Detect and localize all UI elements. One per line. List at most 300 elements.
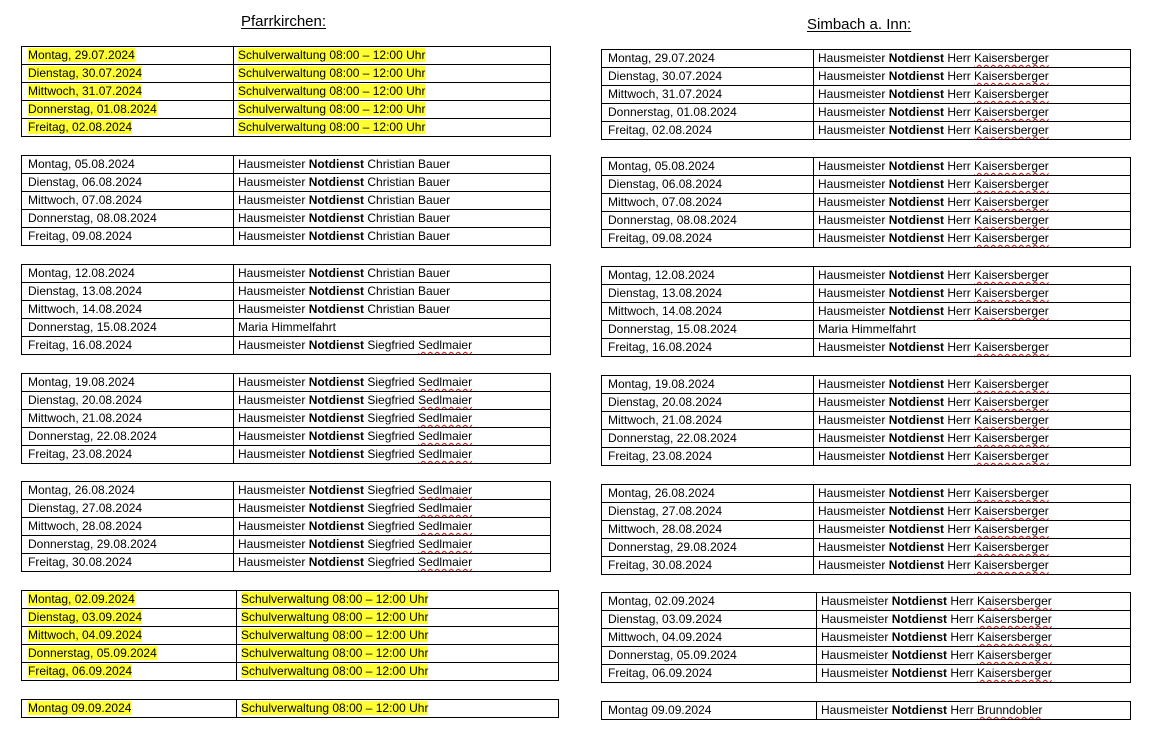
duty-prefix: Maria Himmelfahrt: [818, 322, 917, 336]
duty-text: [238, 66, 425, 80]
duty-name: Siegfried: [364, 555, 419, 569]
duty-emphasis: Notdienst: [888, 51, 945, 65]
duty-cell: [814, 521, 1131, 539]
table-row: [602, 321, 1131, 339]
duty-surname: Kaisersberger: [977, 594, 1052, 608]
table-row: [602, 521, 1131, 539]
duty-name: Herr: [944, 540, 975, 554]
duty-emphasis: Notdienst: [888, 413, 945, 427]
duty-surname: Sedlmaier: [418, 429, 473, 443]
table-row: [602, 267, 1131, 285]
duty-text: [238, 411, 472, 425]
date-text: Montag, 29.07.2024: [608, 51, 715, 65]
duty-cell: [234, 337, 551, 355]
simbach-week-table: [601, 49, 1131, 140]
duty-surname: Sedlmaier: [418, 411, 473, 425]
date-cell: [22, 518, 234, 536]
duty-text: [818, 395, 1049, 409]
duty-emphasis: Notdienst: [888, 340, 945, 354]
duty-emphasis: Notdienst: [888, 159, 945, 173]
duty-prefix: Hausmeister: [238, 393, 309, 407]
table-row: [22, 174, 551, 192]
duty-prefix: Schulverwaltung 08:00 – 12:00 Uhr: [238, 84, 426, 98]
duty-text: [821, 666, 1052, 680]
duty-surname: Kaisersberger: [974, 540, 1049, 554]
date-text: Montag 09.09.2024: [608, 703, 712, 717]
duty-name: Christian Bauer: [364, 229, 451, 243]
date-text: Mittwoch, 31.07.2024: [608, 87, 723, 101]
date-cell: [22, 591, 237, 609]
duty-cell: [234, 283, 551, 301]
duty-text: [238, 501, 472, 515]
table-row: [602, 702, 1131, 720]
duty-prefix: Schulverwaltung 08:00 – 12:00 Uhr: [241, 592, 429, 606]
duty-name: Siegfried: [364, 501, 419, 515]
date-text: Montag, 19.08.2024: [608, 377, 715, 391]
date-text: Dienstag, 20.08.2024: [28, 393, 143, 407]
date-cell: [602, 448, 814, 466]
duty-text: [818, 195, 1049, 209]
date-text: Mittwoch, 14.08.2024: [28, 302, 143, 316]
date-text: Donnerstag, 15.08.2024: [608, 322, 737, 336]
duty-emphasis: Notdienst: [308, 157, 365, 171]
date-cell: [22, 609, 237, 627]
duty-prefix: Hausmeister: [238, 284, 309, 298]
date-cell: [602, 629, 817, 647]
duty-cell: [817, 665, 1131, 683]
duty-emphasis: Notdienst: [888, 105, 945, 119]
date-text: Mittwoch, 28.08.2024: [28, 519, 143, 533]
date-text: Dienstag, 03.09.2024: [608, 612, 723, 626]
date-text: Mittwoch, 31.07.2024: [28, 84, 143, 98]
table-row: [602, 176, 1131, 194]
table-row: [602, 629, 1131, 647]
duty-name: Christian Bauer: [364, 302, 451, 316]
duty-emphasis: Notdienst: [308, 284, 365, 298]
duty-emphasis: Notdienst: [308, 266, 365, 280]
duty-text: [821, 594, 1052, 608]
duty-surname: Kaisersberger: [974, 504, 1049, 518]
date-text: Mittwoch, 21.08.2024: [608, 413, 723, 427]
duty-name: Herr: [944, 268, 975, 282]
duty-emphasis: Notdienst: [308, 193, 365, 207]
table-row: [22, 337, 551, 355]
date-cell: [602, 104, 814, 122]
table-row: [22, 156, 551, 174]
duty-text: [238, 393, 472, 407]
table-row: [22, 392, 551, 410]
duty-prefix: Hausmeister: [818, 486, 889, 500]
date-cell: [22, 554, 234, 572]
duty-cell: [234, 65, 551, 83]
duty-text: [818, 213, 1049, 227]
date-cell: [22, 156, 234, 174]
date-cell: [22, 228, 234, 246]
duty-name: Siegfried: [364, 519, 419, 533]
duty-cell: [234, 482, 551, 500]
duty-cell: [234, 210, 551, 228]
duty-emphasis: Notdienst: [888, 177, 945, 191]
date-cell: [602, 339, 814, 357]
duty-cell: [814, 68, 1131, 86]
duty-prefix: Hausmeister: [818, 304, 889, 318]
duty-text: [238, 120, 425, 134]
duty-cell: [234, 410, 551, 428]
date-text: Mittwoch, 07.08.2024: [28, 193, 143, 207]
duty-surname: Kaisersberger: [974, 286, 1049, 300]
date-cell: [602, 86, 814, 104]
duty-surname: Sedlmaier: [418, 338, 473, 352]
duty-cell: [234, 101, 551, 119]
table-row: [602, 448, 1131, 466]
duty-cell: [814, 557, 1131, 575]
duty-text: [818, 558, 1049, 572]
duty-emphasis: Notdienst: [891, 594, 948, 608]
duty-prefix: Hausmeister: [238, 193, 309, 207]
date-cell: [22, 319, 234, 337]
duty-surname: Kaisersberger: [974, 231, 1049, 245]
duty-cell: [814, 394, 1131, 412]
duty-emphasis: Notdienst: [891, 630, 948, 644]
duty-cell: [814, 303, 1131, 321]
duty-prefix: Hausmeister: [818, 69, 889, 83]
duty-text: [821, 612, 1052, 626]
date-cell: [602, 212, 814, 230]
duty-prefix: Hausmeister: [818, 231, 889, 245]
duty-text: [818, 504, 1049, 518]
duty-cell: [814, 376, 1131, 394]
duty-emphasis: Notdienst: [308, 519, 365, 533]
simbach-week-table: [601, 592, 1131, 683]
duty-cell: [814, 158, 1131, 176]
duty-text: [818, 522, 1049, 536]
date-cell: [22, 645, 237, 663]
duty-name: Siegfried: [364, 429, 419, 443]
duty-surname: Sedlmaier: [418, 537, 473, 551]
date-text: Freitag, 16.08.2024: [608, 340, 713, 354]
duty-prefix: Hausmeister: [238, 375, 309, 389]
duty-text: [238, 555, 472, 569]
date-text: Donnerstag, 22.08.2024: [28, 429, 157, 443]
date-cell: [602, 503, 814, 521]
date-cell: [602, 394, 814, 412]
duty-prefix: Hausmeister: [818, 195, 889, 209]
duty-prefix: Schulverwaltung 08:00 – 12:00 Uhr: [238, 66, 426, 80]
duty-name: Herr: [944, 522, 975, 536]
duty-surname: Kaisersberger: [974, 159, 1049, 173]
date-cell: [22, 65, 234, 83]
duty-surname: Kaisersberger: [974, 304, 1049, 318]
date-text: Montag, 19.08.2024: [28, 375, 135, 389]
duty-name: Herr: [944, 177, 975, 191]
pfarrkirchen-week-table: [21, 590, 559, 681]
duty-text: [818, 159, 1049, 173]
table-row: [22, 663, 559, 681]
duty-prefix: Hausmeister: [818, 87, 889, 101]
table-row: [602, 503, 1131, 521]
date-text: Dienstag, 27.08.2024: [608, 504, 723, 518]
duty-prefix: Hausmeister: [238, 175, 309, 189]
duty-cell: [814, 539, 1131, 557]
date-text: Mittwoch, 04.09.2024: [608, 630, 723, 644]
duty-name: Siegfried: [364, 537, 419, 551]
duty-text: [241, 610, 428, 624]
duty-emphasis: Notdienst: [888, 268, 945, 282]
date-text: Montag 09.09.2024: [28, 701, 132, 715]
simbach-week-table: [601, 266, 1131, 357]
duty-text: [241, 664, 428, 678]
duty-text: [241, 646, 428, 660]
duty-surname: Kaisersberger: [974, 413, 1049, 427]
duty-emphasis: Notdienst: [888, 213, 945, 227]
duty-text: [818, 87, 1049, 101]
table-row: [602, 50, 1131, 68]
duty-prefix: Hausmeister: [238, 447, 309, 461]
duty-surname: Kaisersberger: [974, 177, 1049, 191]
duty-prefix: Hausmeister: [238, 537, 309, 551]
duty-emphasis: Notdienst: [888, 486, 945, 500]
duty-text: [238, 284, 450, 298]
table-row: [602, 339, 1131, 357]
duty-name: Herr: [944, 340, 975, 354]
duty-emphasis: Notdienst: [888, 123, 945, 137]
duty-text: [818, 449, 1049, 463]
table-row: [602, 376, 1131, 394]
duty-cell: [234, 446, 551, 464]
date-text: Freitag, 06.09.2024: [608, 666, 713, 680]
duty-name: Herr: [944, 51, 975, 65]
table-row: [22, 591, 559, 609]
duty-cell: [814, 430, 1131, 448]
date-cell: [602, 539, 814, 557]
date-text: Montag, 12.08.2024: [28, 266, 135, 280]
date-cell: [602, 68, 814, 86]
duty-prefix: Hausmeister: [818, 377, 889, 391]
duty-name: Herr: [947, 594, 978, 608]
date-cell: [602, 557, 814, 575]
duty-text: [238, 266, 450, 280]
duty-name: Herr: [944, 431, 975, 445]
duty-text: [238, 302, 450, 316]
duty-name: Herr: [944, 558, 975, 572]
pfarrkirchen-week-table: [21, 155, 551, 246]
duty-name: Herr: [947, 666, 978, 680]
duty-text: [818, 377, 1049, 391]
duty-cell: [817, 647, 1131, 665]
duty-prefix: Hausmeister: [238, 211, 309, 225]
table-row: [22, 428, 551, 446]
table-row: [22, 47, 551, 65]
table-row: [22, 410, 551, 428]
duty-emphasis: Notdienst: [308, 555, 365, 569]
table-row: [602, 593, 1131, 611]
date-text: Freitag, 23.08.2024: [608, 449, 713, 463]
table-row: [602, 194, 1131, 212]
duty-name: Christian Bauer: [364, 157, 451, 171]
duty-text: [241, 628, 428, 642]
duty-surname: Kaisersberger: [974, 340, 1049, 354]
duty-name: Herr: [944, 87, 975, 101]
duty-cell: [234, 518, 551, 536]
date-text: Montag, 05.08.2024: [608, 159, 715, 173]
duty-text: [238, 193, 450, 207]
duty-name: Herr: [944, 395, 975, 409]
date-text: Donnerstag, 22.08.2024: [608, 431, 737, 445]
duty-prefix: Hausmeister: [818, 105, 889, 119]
date-cell: [22, 301, 234, 319]
duty-cell: [234, 174, 551, 192]
duty-name: Christian Bauer: [364, 266, 451, 280]
duty-text: [238, 102, 425, 116]
table-row: [22, 700, 559, 718]
duty-name: Siegfried: [364, 483, 419, 497]
duty-text: [238, 48, 425, 62]
duty-text: [818, 322, 916, 336]
date-text: Montag, 05.08.2024: [28, 157, 135, 171]
duty-name: Herr: [944, 486, 975, 500]
duty-name: Herr: [944, 304, 975, 318]
duty-emphasis: Notdienst: [308, 537, 365, 551]
duty-cell: [234, 156, 551, 174]
date-cell: [602, 485, 814, 503]
duty-prefix: Hausmeister: [821, 666, 892, 680]
date-text: Freitag, 09.08.2024: [28, 229, 133, 243]
duty-cell: [814, 104, 1131, 122]
duty-name: Herr: [947, 612, 978, 626]
duty-prefix: Hausmeister: [818, 413, 889, 427]
table-row: [22, 627, 559, 645]
duty-surname: Kaisersberger: [974, 268, 1049, 282]
duty-name: Siegfried: [364, 375, 419, 389]
duty-prefix: Hausmeister: [818, 558, 889, 572]
duty-prefix: Schulverwaltung 08:00 – 12:00 Uhr: [238, 102, 426, 116]
duty-surname: Kaisersberger: [977, 666, 1052, 680]
duty-emphasis: Notdienst: [308, 501, 365, 515]
duty-emphasis: Notdienst: [308, 411, 365, 425]
pfarrkirchen-week-table: [21, 481, 551, 572]
date-text: Dienstag, 06.08.2024: [28, 175, 143, 189]
pfarrkirchen-week-table: [21, 264, 551, 355]
duty-surname: Sedlmaier: [418, 483, 473, 497]
duty-prefix: Hausmeister: [238, 519, 309, 533]
table-row: [602, 230, 1131, 248]
date-text: Mittwoch, 07.08.2024: [608, 195, 723, 209]
table-row: [22, 283, 551, 301]
duty-cell: [814, 176, 1131, 194]
duty-prefix: Schulverwaltung 08:00 – 12:00 Uhr: [238, 120, 426, 134]
duty-name: Siegfried: [364, 447, 419, 461]
duty-emphasis: Notdienst: [888, 304, 945, 318]
duty-name: Herr: [944, 231, 975, 245]
duty-prefix: Hausmeister: [238, 555, 309, 569]
duty-text: [238, 375, 472, 389]
duty-text: [818, 431, 1049, 445]
date-cell: [22, 174, 234, 192]
duty-text: [818, 268, 1049, 282]
duty-text: [238, 320, 336, 334]
duty-prefix: Schulverwaltung 08:00 – 12:00 Uhr: [241, 664, 429, 678]
table-row: [22, 210, 551, 228]
date-cell: [22, 663, 237, 681]
duty-text: [238, 229, 450, 243]
date-text: Dienstag, 27.08.2024: [28, 501, 143, 515]
duty-text: [238, 447, 472, 461]
duty-name: Herr: [947, 648, 978, 662]
duty-surname: Kaisersberger: [974, 123, 1049, 137]
table-row: [22, 554, 551, 572]
duty-surname: Kaisersberger: [974, 105, 1049, 119]
duty-name: Herr: [947, 703, 978, 717]
table-row: [602, 394, 1131, 412]
duty-prefix: Hausmeister: [818, 51, 889, 65]
duty-surname: Sedlmaier: [418, 393, 473, 407]
duty-prefix: Hausmeister: [818, 159, 889, 173]
duty-name: Herr: [944, 413, 975, 427]
duty-emphasis: Notdienst: [891, 612, 948, 626]
duty-cell: [814, 285, 1131, 303]
duty-emphasis: Notdienst: [888, 377, 945, 391]
duty-prefix: Hausmeister: [818, 395, 889, 409]
duty-prefix: Hausmeister: [818, 268, 889, 282]
duty-text: [821, 703, 1042, 717]
duty-surname: Kaisersberger: [974, 486, 1049, 500]
date-text: Donnerstag, 15.08.2024: [28, 320, 157, 334]
duty-text: [818, 69, 1049, 83]
date-text: Donnerstag, 01.08.2024: [28, 102, 157, 116]
table-row: [22, 319, 551, 337]
duty-prefix: Hausmeister: [238, 229, 309, 243]
duty-text: [818, 123, 1049, 137]
date-cell: [602, 321, 814, 339]
duty-name: Siegfried: [364, 338, 419, 352]
date-cell: [602, 285, 814, 303]
duty-text: [241, 592, 428, 606]
date-cell: [602, 665, 817, 683]
date-text: Donnerstag, 05.09.2024: [28, 646, 157, 660]
duty-text: [818, 340, 1049, 354]
duty-surname: Kaisersberger: [974, 69, 1049, 83]
date-text: Montag, 02.09.2024: [28, 592, 135, 606]
duty-cell: [234, 536, 551, 554]
duty-emphasis: Notdienst: [308, 302, 365, 316]
duty-text: [238, 175, 450, 189]
duty-cell: [234, 301, 551, 319]
duty-cell: [814, 194, 1131, 212]
duty-cell: [814, 448, 1131, 466]
duty-text: [818, 51, 1049, 65]
table-row: [22, 374, 551, 392]
simbach-week-table: [601, 484, 1131, 575]
duty-cell: [814, 86, 1131, 104]
duty-text: [818, 486, 1049, 500]
table-row: [22, 609, 559, 627]
duty-surname: Kaisersberger: [977, 648, 1052, 662]
duty-cell: [234, 374, 551, 392]
duty-text: [818, 231, 1049, 245]
duty-surname: Kaisersberger: [974, 213, 1049, 227]
duty-emphasis: Notdienst: [308, 447, 365, 461]
duty-name: Herr: [944, 123, 975, 137]
duty-text: [818, 304, 1049, 318]
duty-cell: [237, 591, 559, 609]
duty-cell: [234, 428, 551, 446]
duty-cell: [234, 47, 551, 65]
date-text: Montag, 12.08.2024: [608, 268, 715, 282]
duty-text: [818, 177, 1049, 191]
simbach-week-table: [601, 375, 1131, 466]
simbach-week-table: [601, 701, 1131, 720]
duty-name: Herr: [944, 286, 975, 300]
